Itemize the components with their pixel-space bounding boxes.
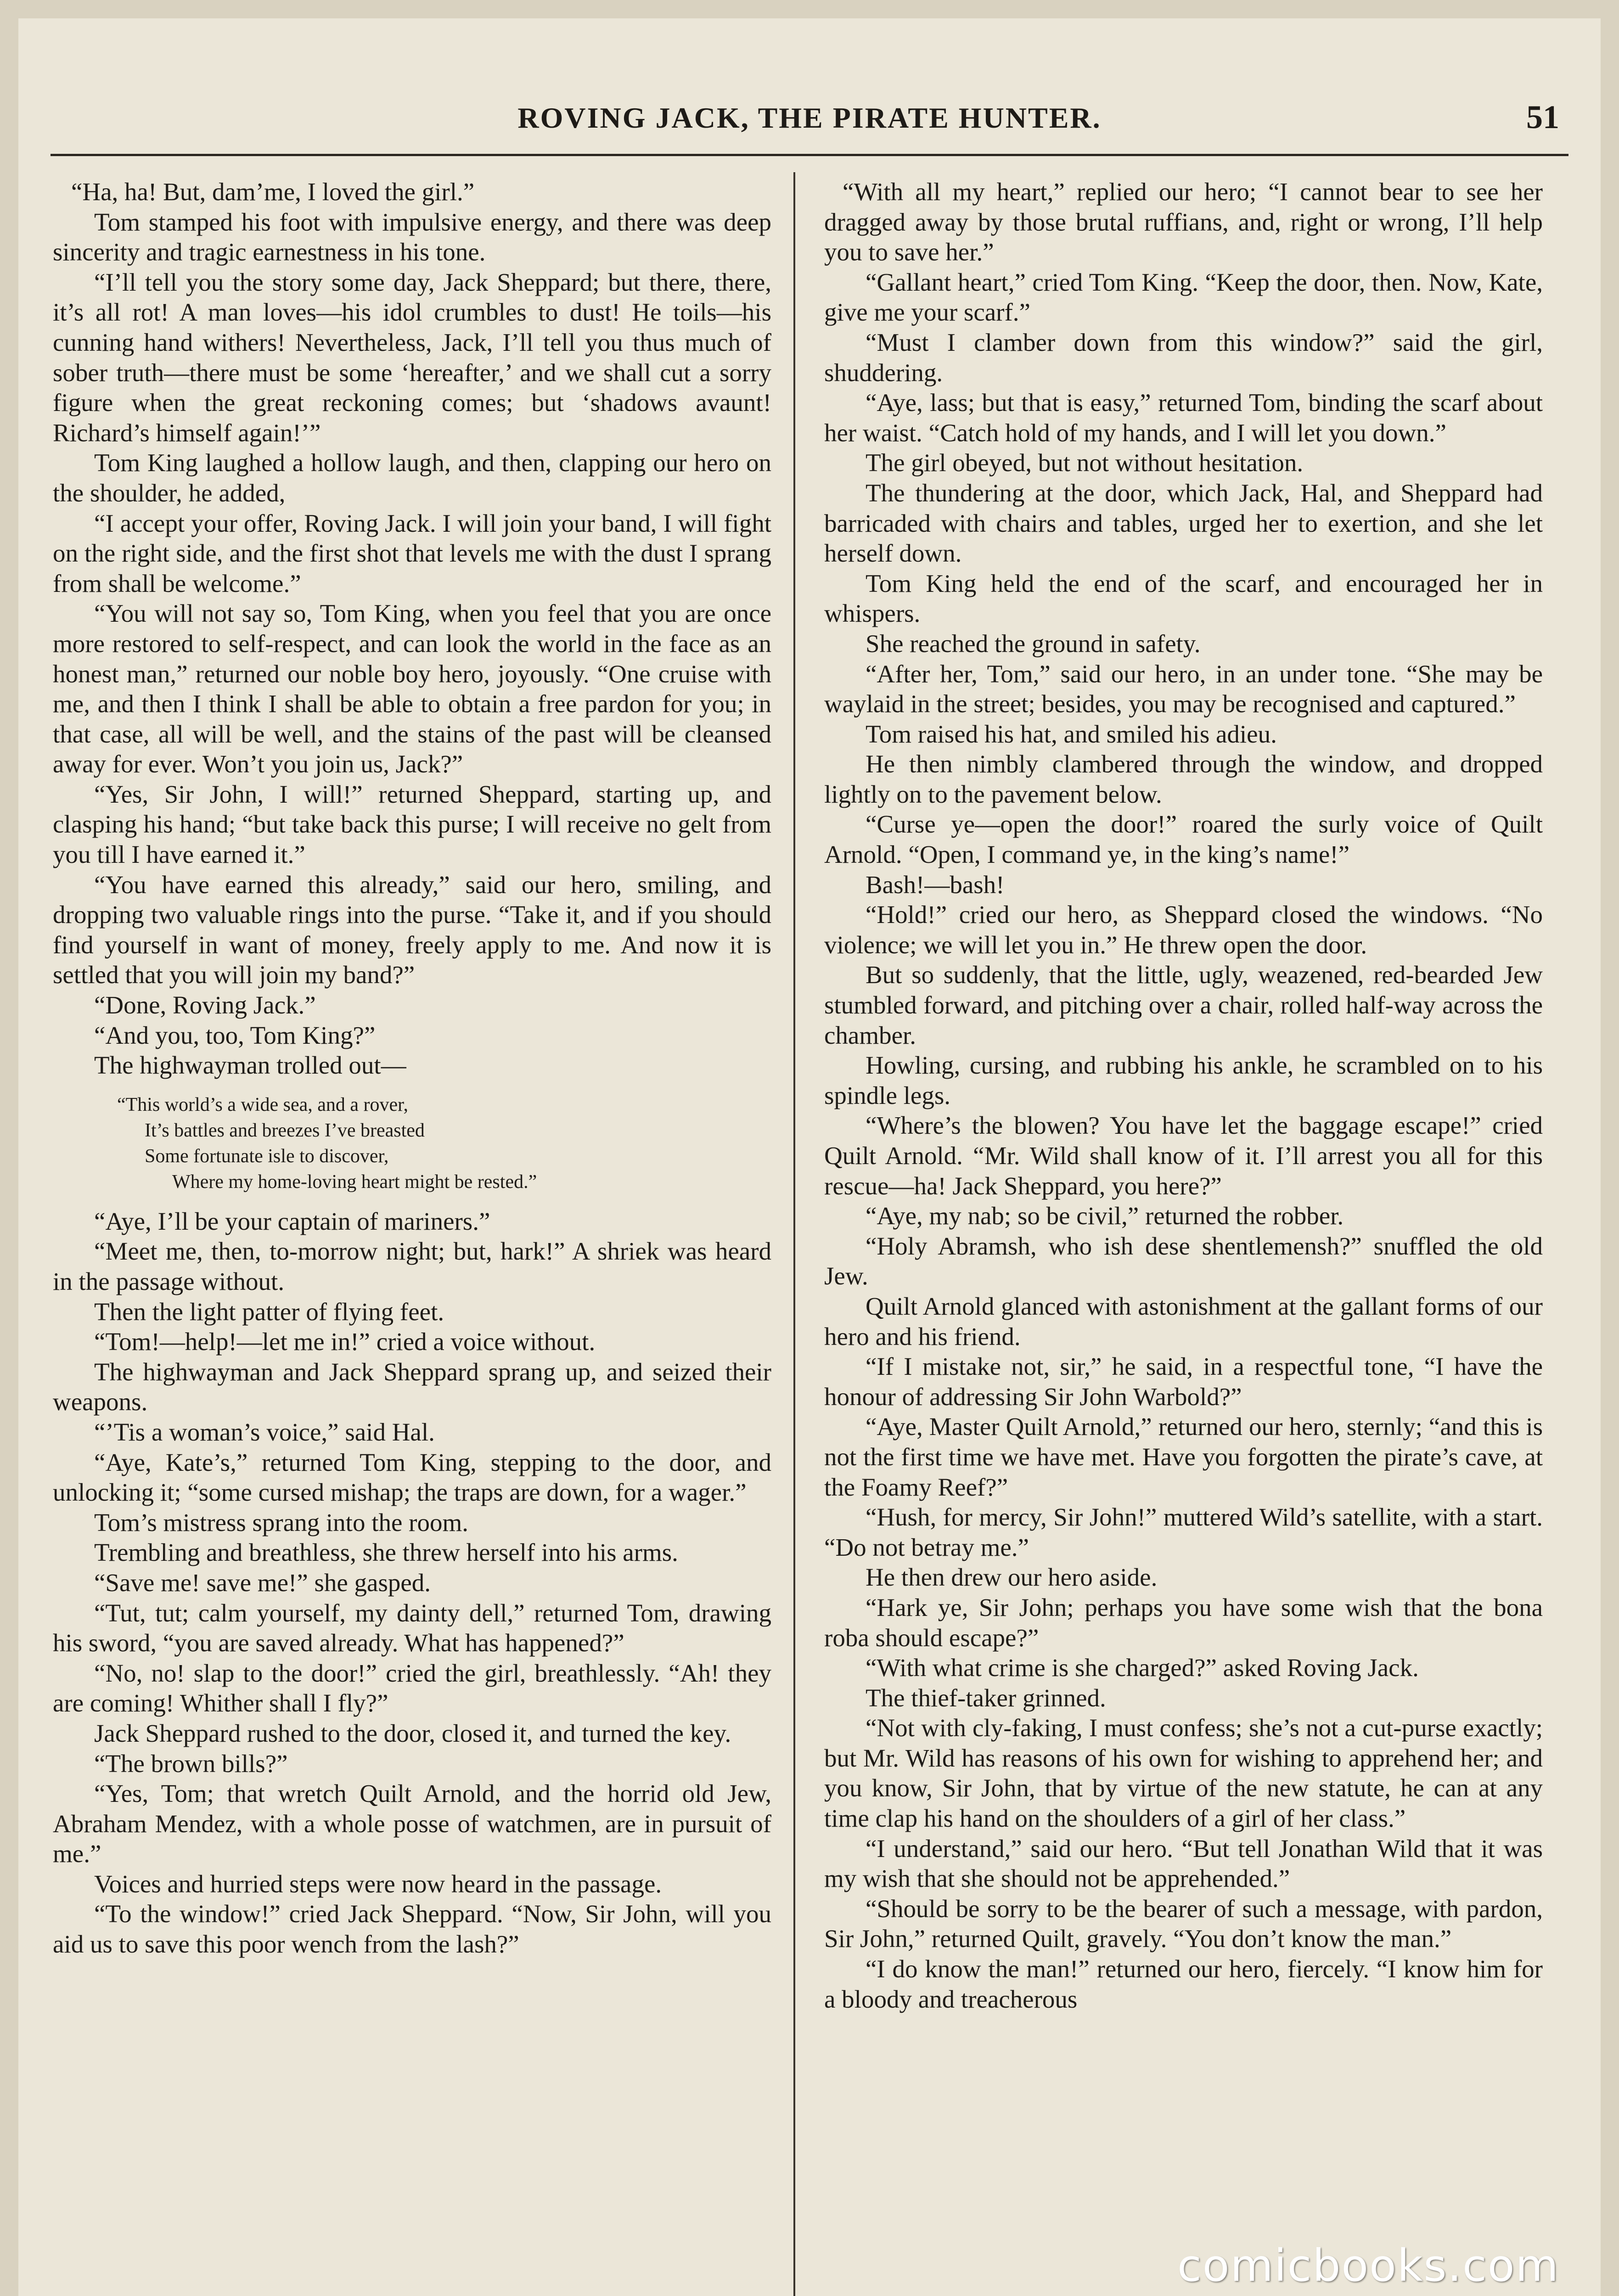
- paragraph: “I do know the man!” returned our hero, fiercely. “I know him for a bloody and treacherous: [824, 1955, 1543, 2013]
- paragraph: “Ha, ha! But, dam’me, I loved the girl.”: [71, 178, 475, 206]
- paragraph: “Curse ye—open the door!” roared the surly voice of Quilt Arnold. “Open, I command ye, in the king’s name!”: [824, 810, 1543, 869]
- left-column: [53, 177, 771, 2296]
- paragraph: “Yes, Sir John, I will!” returned Sheppard, starting up, and clasping his hand; “but take back this purse; I will receive no gelt from you till I have earned it.”: [53, 780, 771, 869]
- paragraph: “The brown bills?”: [94, 1749, 288, 1778]
- paragraph: “Aye, I’ll be your captain of mariners.”: [94, 1207, 490, 1235]
- paragraph: “Must I clamber down from this window?” said the girl, shuddering.: [824, 328, 1543, 387]
- paragraph: “Aye, Master Quilt Arnold,” returned our hero, sternly; “and this is not the first time we have met. Have you forgotten the pirate’s cave, at the Foamy Reef?”: [824, 1412, 1543, 1501]
- paragraph: “Should be sorry to be the bearer of such a message, with pardon, Sir John,” returned Quilt, gravely. “You don’t know the man.”: [824, 1894, 1543, 1953]
- paragraph: “And you, too, Tom King?”: [94, 1021, 376, 1049]
- paragraph: The thief-taker grinned.: [866, 1683, 1106, 1712]
- paragraph: Tom King held the end of the scarf, and encouraged her in whispers.: [824, 569, 1543, 628]
- paragraph: “Holy Abramsh, who ish dese shentlemensh?” snuffled the old Jew.: [824, 1232, 1543, 1290]
- paragraph: “I accept your offer, Roving Jack. I will join your band, I will fight on the right side, and the first shot that levels me with the dust I sprang from shall be welcome.”: [53, 509, 771, 597]
- paragraph: Bash!—bash!: [866, 870, 1005, 899]
- site-watermark: comicbooks.com: [1177, 2240, 1559, 2291]
- paragraph: “You have earned this already,” said our hero, smiling, and dropping two valuable rings into the purse. “Take it, and if you should find yourself in want of money, freely apply to me. And now it is settled that you will join my band?”: [53, 870, 771, 989]
- paragraph: “Yes, Tom; that wretch Quilt Arnold, and the horrid old Jew, Abraham Mendez, with a whole posse of watchmen, are in pursuit of me.”: [53, 1779, 771, 1868]
- verse-line: Where my home-loving heart might be rested.”: [172, 1171, 537, 1193]
- right-column: [824, 177, 1543, 2296]
- paragraph: “’Tis a woman’s voice,” said Hal.: [94, 1418, 435, 1446]
- paragraph: Jack Sheppard rushed to the door, closed it, and turned the key.: [94, 1719, 731, 1747]
- paragraph: She reached the ground in safety.: [866, 629, 1201, 658]
- paragraph: Voices and hurried steps were now heard in the passage.: [94, 1869, 662, 1898]
- paragraph: “To the window!” cried Jack Sheppard. “Now, Sir John, will you aid us to save this poor wench from the lash?”: [53, 1900, 771, 1958]
- paragraph: The girl obeyed, but not without hesitation.: [866, 449, 1304, 477]
- paragraph: Tom stamped his foot with impulsive energy, and there was deep sincerity and tragic earnestness in his tone.: [53, 208, 771, 266]
- paragraph: “With what crime is she charged?” asked Roving Jack.: [866, 1654, 1419, 1682]
- paragraph: “You will not say so, Tom King, when you feel that you are once more restored to self-respect, and can look the world in the face as an honest man,” returned our noble boy hero, joyously. “One cruise with me, and then I think I shall be able to obtain a free pardon for you; in that case, all will be well, and the stains of the past will be cleansed away for ever. Won’t you join us, Jack?”: [53, 599, 771, 778]
- paragraph: “I’ll tell you the story some day, Jack Sheppard; but there, there, it’s all rot! A man loves—his idol crumbles to dust! He toils—his cunning hand withers! Nevertheless, Jack, I’ll tell you thus much of sober truth—there must be some ‘hereafter,’ and we shall cut a sorry figure when the great reckoning comes; but ‘shadows avaunt! Richard’s himself again!’”: [53, 268, 771, 447]
- paragraph: Quilt Arnold glanced with astonishment at the gallant forms of our hero and his friend.: [824, 1292, 1543, 1351]
- paragraph: The highwayman and Jack Sheppard sprang up, and seized their weapons.: [53, 1357, 771, 1416]
- paragraph: “Not with cly-faking, I must confess; she’s not a cut-purse exactly; but Mr. Wild has reasons of his own for wishing to apprehend her; and you know, Sir John, that by virtue of the new statute, he can at any time clap his hand on the shoulders of a girl of her class.”: [824, 1714, 1543, 1833]
- paragraph: “Where’s the blowen? You have let the baggage escape!” cried Quilt Arnold. “Mr. Wild shall know of it. I’ll arrest you all for this rescue—ha! Jack Sheppard, you here?”: [824, 1111, 1543, 1200]
- verse-line: Some fortunate isle to discover,: [145, 1145, 389, 1167]
- paragraph: “Tut, tut; calm yourself, my dainty dell,” returned Tom, drawing his sword, “you are saved already. What has happened?”: [53, 1598, 771, 1657]
- paragraph: “Hark ye, Sir John; perhaps you have some wish that the bona roba should escape?”: [824, 1593, 1543, 1652]
- verse-line: “This world’s a wide sea, and a rover,: [117, 1094, 408, 1115]
- paragraph: “Gallant heart,” cried Tom King. “Keep the door, then. Now, Kate, give me your scarf.”: [824, 268, 1543, 326]
- paragraph: Tom’s mistress sprang into the room.: [94, 1508, 468, 1536]
- paragraph: “Aye, lass; but that is easy,” returned Tom, binding the scarf about her waist. “Catch hold of my hands, and I will let you down.”: [824, 388, 1543, 447]
- paragraph: “Tom!—help!—let me in!” cried a voice without.: [94, 1328, 596, 1356]
- paragraph: “If I mistake not, sir,” he said, in a respectful tone, “I have the honour of addressing Sir John Warbold?”: [824, 1352, 1543, 1411]
- column-divider: [793, 172, 795, 2296]
- document-page: [18, 18, 1601, 2296]
- page-header: [51, 78, 1568, 156]
- verse-block: [117, 1092, 771, 1195]
- paragraph: “Aye, Kate’s,” returned Tom King, stepping to the door, and unlocking it; “some cursed mishap; the traps are down, for a wager.”: [53, 1448, 771, 1507]
- paragraph: He then drew our hero aside.: [866, 1563, 1158, 1592]
- verse-line: It’s battles and breezes I’ve breasted: [145, 1120, 425, 1141]
- paragraph: Then the light patter of flying feet.: [94, 1297, 444, 1326]
- header-rule: [51, 154, 1568, 156]
- paragraph: Howling, cursing, and rubbing his ankle, he scrambled on to his spindle legs.: [824, 1051, 1543, 1109]
- paragraph: The thundering at the door, which Jack, Hal, and Sheppard had barricaded with chairs and tables, urged her to exertion, and she let herself down.: [824, 478, 1543, 568]
- paragraph: “Save me! save me!” she gasped.: [94, 1568, 431, 1597]
- paragraph: But so suddenly, that the little, ugly, weazened, red-bearded Jew stumbled forward, and pitching over a chair, rolled half-way across the chamber.: [824, 961, 1543, 1049]
- paragraph: He then nimbly clambered through the window, and dropped lightly on to the pavement below.: [824, 750, 1543, 808]
- paragraph: “Hold!” cried our hero, as Sheppard closed the windows. “No violence; we will let you in.” He threw open the door.: [824, 900, 1543, 959]
- paragraph: “No, no! slap to the door!” cried the girl, breathlessly. “Ah! they are coming! Whither shall I fly?”: [53, 1659, 771, 1717]
- paragraph: “Meet me, then, to-morrow night; but, hark!” A shriek was heard in the passage without.: [53, 1237, 771, 1295]
- paragraph: “Aye, my nab; so be civil,” returned the robber.: [866, 1202, 1344, 1230]
- paragraph: Tom King laughed a hollow laugh, and then, clapping our hero on the shoulder, he added,: [53, 449, 771, 507]
- paragraph: “Done, Roving Jack.”: [94, 991, 316, 1019]
- page-number: 51: [1526, 99, 1559, 135]
- paragraph: “Hush, for mercy, Sir John!” muttered Wild’s satellite, with a start. “Do not betray me.”: [824, 1503, 1543, 1561]
- running-title: ROVING JACK, THE PIRATE HUNTER.: [517, 101, 1102, 134]
- paragraph: Tom raised his hat, and smiled his adieu.: [866, 720, 1277, 748]
- paragraph: “I understand,” said our hero. “But tell Jonathan Wild that it was my wish that she should not be apprehended.”: [824, 1834, 1543, 1893]
- paragraph: Trembling and breathless, she threw herself into his arms.: [94, 1538, 678, 1567]
- paragraph: “With all my heart,” replied our hero; “I cannot bear to see her dragged away by those brutal ruffians, and, right or wrong, I’ll help you to save her.”: [824, 178, 1543, 266]
- paragraph: “After her, Tom,” said our hero, in an under tone. “She may be waylaid in the street; besides, you may be recognised and captured.”: [824, 659, 1543, 718]
- paragraph: The highwayman trolled out—: [94, 1051, 406, 1080]
